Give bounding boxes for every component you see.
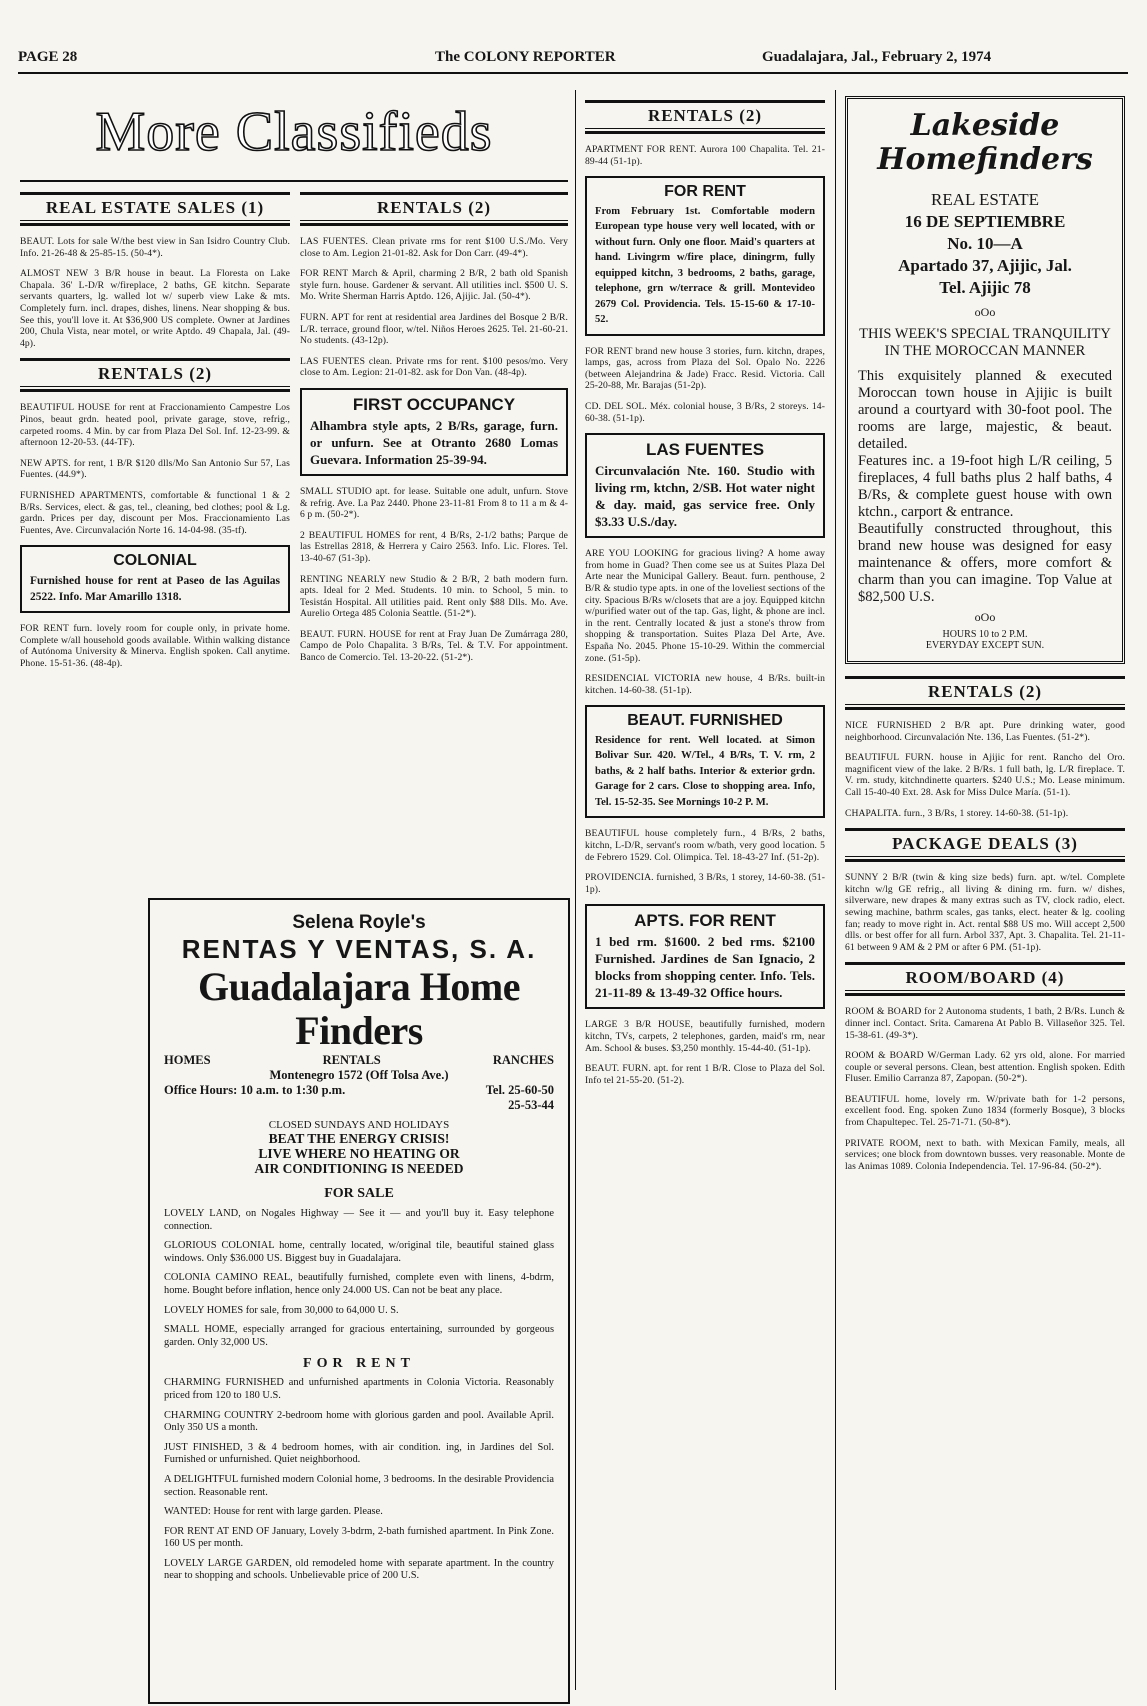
ad-box-title: COLONIAL (113, 552, 197, 570)
ad-brand-line: Selena Royle's (292, 912, 426, 933)
ad-line: Tel. Ajijic 78 (939, 278, 1031, 297)
ad-energy-2: LIVE WHERE NO HEATING OR (258, 1146, 460, 1161)
ad-rental: CD. DEL SOL. Méx. colonial house, 3 B/Rs, 2 storeys. 14-60-38. (51-1p). (585, 401, 825, 424)
ad-room: PRIVATE ROOM, next to bath. with Mexican Family, meals, all services; one block from downtown busses. very reasonable. Monte de las Animas 1089. Colonia Independencia. Tel. 17-96-84. (50-2*). (845, 1137, 1125, 1172)
ad-listing: SMALL HOME, especially arranged for gracious entertaining, surrounded by gorgeous garden. Only 32,000 US. (164, 1324, 554, 1348)
ad-rental: 2 BEAUTIFUL HOMES for rent, 4 B/Rs, 2-1/2 baths; Parque de las Estrellas 2818, & Herrera y Cairo 2563. Info. Lic. Flores. Tel. 13-40-67 (51-3p). (300, 529, 568, 564)
ad-listing: A DELIGHTFUL furnished modern Colonial home, 3 bedrooms. In the desirable Providencia section. Reasonable rent. (164, 1473, 554, 1498)
ad-headline: Guadalajara Home Finders (198, 964, 520, 1053)
ad-rental: PROVIDENCIA. furnished, 3 B/Rs, 1 storey, 14-60-38. (51-1p). (585, 872, 825, 895)
ad-address: Montenegro 1572 (Off Tolsa Ave.) (269, 1068, 449, 1082)
ad-box-body: From February 1st. Comfortable modern European type house very well located, with or without furn. Only one floor. Maid's quarters at hand. Livingrm w/fire place, diningrm, fully equipped kitchn, 3 bedrooms, 2 baths, garage, telephone, grn w/terrace & grill. Montevideo 2679 Col. Providencia. Tels. 15-15-60 & 17-10-52. (595, 205, 815, 326)
ad-rental: BEAUTIFUL HOUSE for rent at Fraccionamiento Campestre Los Pinos, beaut grdn. heated pool, private garage, stove, refrig., carpeted rooms. 4 Min. by car from Plaza Del Sol. Inf. 12-23-99. & afternoon 12-20-53. (44-TF). (20, 402, 290, 449)
ad-box-title: APTS. FOR RENT (634, 911, 776, 931)
ad-box-title: FOR RENT (664, 183, 746, 201)
section-room-board: ROOM/BOARD (4) (845, 962, 1125, 996)
section-rentals: RENTALS (2) (300, 192, 568, 226)
ad-rentals: RENTALS (322, 1053, 381, 1067)
ad-guadalajara-home-finders (148, 898, 570, 1704)
ad-listing: FOR RENT AT END OF January, Lovely 3-bdrm, 2-bath furnished apartment. In Pink Zone. 160 US per month. (164, 1525, 554, 1550)
ad-paragraph: This exquisitely planned & executed Moroccan town house in Ajijic is built around a courtyard with 30-foot pool. The rooms are large, majestic, & beaut. detailed. (858, 368, 1112, 452)
ad-sales-1: BEAUT. Lots for sale W/the best view in San Isidro Country Club. Info. 21-26-48 & 25-85-15. (50-4*). (20, 236, 290, 259)
ad-sales-2: ALMOST NEW 3 B/R house in beaut. La Floresta on Lake Chapala. 36' L-D/R w/fireplace, 2 baths, GE kitchn. Separate servants quarters, lg. walled lot w/ superb view Lake & mts. Completely furn. incl. drapes, dishes, linens. Near shopping & bus. See this, you'll love it. At $36,900 US complete. Owner at Jardines 200, Chula Vista, near motel, or write Aptdo. 49 Chapala, Jal. (49-4p). (20, 268, 290, 349)
ad-room: BEAUTIFUL home, lovely rm. W/private bath for 1-2 persons, excellent food. Eng. spoken Zuno 1834 (formerly Bosque), 3 blocks from Chapultepec. Tel. 25-71-71. (50-8*). (845, 1093, 1125, 1129)
ad-rental: SMALL STUDIO apt. for lease. Suitable one adult, unfurn. Stove & refrig. Ave. La Paz 2440. Phone 23-11-81 From 8 to 11 a m & 4-6 p m. (50-2*). (300, 485, 568, 521)
ad-box-apts-for-rent (585, 904, 825, 1009)
ad-energy-1: BEAT THE ENERGY CRISIS! (268, 1131, 450, 1146)
ad-rental: RENTING NEARLY new Studio & 2 B/R, 2 bath modern furn. apts. Ideal for 2 Med. Students. 10 min. to School, 5 min. to Tesistán Hospital. All utilities paid. Rent only $88 Dlls. Mo. Ave. Aurelio Ortega 485 Colonia Seattle. (51-2*). (300, 573, 568, 620)
ad-listing: LOVELY LARGE GARDEN, old remodeled home with separate apartment. In the country near to shopping and schools. Unbelievable price of 200 U.S. (164, 1557, 554, 1582)
ad-rental: LAS FUENTES. Clean private rms for rent $100 U.S./Mo. Very close to Am. Legion 21-01-82. Ask for Don Carr. (49-4*). (300, 236, 568, 259)
column-4 (845, 96, 1125, 1696)
ad-rental: FURNISHED APARTMENTS, comfortable & functional 1 & 2 B/Rs. Services, elect. & gas, tel., cleaning, bed clothes; pool & Lg. gardn. Prices per day, discount per Mos. Fraccionamiento Las Fuentes, Ave. Circunvalación Norte 16. 14-04-98. (35-tf). (20, 489, 290, 536)
ad-brand: Homefinders (877, 142, 1093, 177)
newspaper-name: The COLONY REPORTER (435, 49, 616, 65)
ad-line: REAL ESTATE (930, 190, 1040, 209)
ad-paragraph: Beautifully constructed throughout, this brand new house was designed for easy maintenance & offers, more comfort & charm than you can imagine. Top Value at $82,500 U.S. (858, 521, 1112, 605)
ad-rental: LARGE 3 B/R HOUSE, beautifully furnished, modern kitchn, TVs, carpets, 2 telephones, garden, maid's rm, near Am. School & buses. $3,250 monthly. 15-44-40. (51-1p). (585, 1019, 825, 1054)
ad-room: ROOM & BOARD W/German Lady. 62 yrs old, alone. For married couple or several persons. Clean, best attention. English spoken. Edith Fluser. Emilio Carranza 87, Zapopan. (50-2*). (845, 1050, 1125, 1085)
ad-rental: NEW APTS. for rent, 1 B/R $120 dlls/Mo San Antonio Sur 57, Las Fuentes. (44.9*). (20, 457, 290, 481)
ad-rental: FOR RENT March & April, charming 2 B/R, 2 bath old Spanish style furn. house. Gardener & servant. All utilities incl. $500 U. S. Mo. Write Sherman Harris Aptdo. 126, Ajijic. Jal. (50-4*). (300, 268, 568, 303)
ad-for-rent-heading: FOR RENT (303, 1356, 415, 1372)
ad-box-body: 1 bed rm. $1600. 2 bed rms. $2100 Furnished. Jardines de San Ignacio, 2 blocks from shopping center. Info. Tels. 21-11-89 & 13-49-32 Office hours. (595, 934, 815, 1001)
ad-box-colonial (20, 545, 290, 613)
ad-listing: WANTED: House for rent with large garden. Please. (164, 1506, 383, 1518)
ad-phone-2: 25-53-44 (508, 1098, 554, 1112)
ad-subhead: THIS WEEK'S SPECIAL TRANQUILITY IN THE MOROCCAN MANNER (859, 326, 1111, 359)
section-rentals: RENTALS (2) (845, 676, 1125, 710)
ad-rental: CHAPALITA. furn., 3 B/Rs, 1 storey. 14-60-38. (51-1p). (845, 807, 1069, 819)
page-title: More Classifieds (95, 101, 493, 163)
ad-box-for-rent (585, 176, 825, 336)
ad-rental: BEAUT. FURN. HOUSE for rent at Fray Juan De Zumárraga 280, Campo de Polo Chapalita. 3 B/Rs, Tel. & T.V. For appointment. Banco de Comercio. Tel. 13-20-22. (51-2*). (300, 628, 568, 664)
ad-rental: FOR RENT brand new house 3 stories, furn. kitchn, drapes, lamps, gas, across from Plaza del Sol. Opalo No. 2226 (between Alejandrina & Jade) Fracc. Resid. Victoria. Call 25-20-88, Mr. Barajas (51-2p). (585, 345, 825, 392)
ad-room: ROOM & BOARD for 2 Autonoma students, 1 bath, 2 B/Rs. Lunch & dinner incl. Contact. Srita. Camarena At Pablo B. Villaseñor 325. Tel. 15-38-61. (49-3*). (845, 1006, 1125, 1041)
ad-box-beaut-furnished (585, 705, 825, 818)
ad-listing: CHARMING COUNTRY 2-bedroom home with glorious garden and pool. Available April. Only 350 US a month. (164, 1409, 554, 1434)
column-rule (835, 90, 836, 1690)
section-package-deals: PACKAGE DEALS (3) (845, 828, 1125, 862)
ad-rental: BEAUT. FURN. apt. for rent 1 B/R. Close to Plaza del Sol. Info tel 21-55-20. (51-2). (585, 1063, 825, 1086)
ad-phone: Tel. 25-60-50 (485, 1083, 554, 1097)
ad-listing: JUST FINISHED, 3 & 4 bedroom homes, with air condition. ing, in Jardines del Sol. Furnished or unfurnished. Quiet neighborhood. (164, 1441, 554, 1466)
ad-rental: BEAUTIFUL FURN. house in Ajijic for rent. Rancho del Oro. magnificent view of the lake. 2 B/Rs. 1 full bath, lg. L/R fireplace. T. V. rm. study, kitchndinette quarters. $240 U.S.; Mo. Lease minimum. Call 15-40-40 Ext. 28. Ask for Miss Dulce María. (51-1). (845, 752, 1125, 798)
ad-box-las-fuentes (585, 433, 825, 538)
column-rule (575, 90, 576, 1690)
dateline: Guadalajara, Jal., February 2, 1974 (762, 49, 992, 65)
ad-hours: HOURS 10 to 2 P.M. (942, 629, 1028, 640)
ad-rental: ARE YOU LOOKING for gracious living? A home away from home in Guad? Then come see us at Suites Plaza Del Arte near the Municipal Gallery. Beaut. furn. penthouse, 2 B/R & studio type apts. in one of the loveliest sections of the city. Spacious B/Rs w/closets that are a joy. Equipped kitchn w/purified water out of the tap. Gas, light, & phone are incl. in the rent. Centrally located & just a stone's throw from shopping & transportation. Suites Plaza Del Arte, Ave. España No. 2045. Phone 15-10-29. Within the commercial zone. (51-5p). (585, 548, 825, 664)
ad-hours: Office Hours: 10 a.m. to 1:30 p.m. (164, 1083, 346, 1097)
ad-lakeside-homefinders (845, 96, 1125, 664)
ornament: oOo (974, 610, 996, 624)
ad-line: No. 10—A (947, 234, 1023, 253)
ad-days: EVERYDAY EXCEPT SUN. (925, 640, 1045, 651)
ad-box-body: Alhambra style apts, 2 B/Rs, garage, furn. or unfurn. See at Otranto 2680 Lomas Guevara. Information 25-39-94. (310, 417, 558, 467)
ad-homes: HOMES (164, 1053, 211, 1067)
masthead-rule (20, 180, 568, 182)
ad-company: RENTAS Y VENTAS, S. A. (181, 934, 537, 964)
ad-box-body: Circunvalación Nte. 160. Studio with living rm, ktchn, 2/SB. Hot water night & day. maid, gas service free. Only $3.33 U.S./day. (595, 463, 815, 530)
column-1 (20, 188, 290, 893)
column-3 (585, 96, 825, 1696)
ad-rental: NICE FURNISHED 2 B/R apt. Pure drinking water, good neighborhood. Circunvalación Nte. 136, Las Fuentes. (51-2*). (845, 720, 1125, 743)
ad-listing: LOVELY HOMES for sale, from 30,000 to 64,000 U. S. (164, 1304, 399, 1316)
ad-rental: BEAUTIFUL house completely furn., 4 B/Rs, 2 baths, kitchn, L-D/R, servant's room w/bath, very good location. 5 de Febrero 1529. Col. Olimpica. Tel. 18-43-27 Inf. (51-2p). (585, 828, 825, 863)
ad-listing: CHARMING FURNISHED and unfurnished apartments in Colonia Victoria. Reasonably priced from 120 to 180 U.S. (164, 1377, 554, 1401)
ad-listing: GLORIOUS COLONIAL home, centrally located, w/original tile, beautiful stained glass windows. Only $36.000 US. Biggest buy in Guadalajara. (164, 1240, 554, 1264)
ad-package: SUNNY 2 B/R (twin & king size beds) furn. apt. w/tel. Complete kitchn w/lg GE refrig., all living & dining rm. furn. w/ dishes, silverware, new drapes & many extras such as TV, clock radio, elect. sewing machine, bathrm scales, gas tanks, elect. heater & lg. cooling fan; ready to move right in. Act. rental $88 US mo. Will accept 2,500 dlls. or best offer for all furn. Arbol 337, Apt. 3. Chapalita. Tel. 21-11-61 between 9 AM & 2 PM or after 6 PM. (51-1p). (845, 872, 1125, 953)
ad-box-body: Furnished house for rent at Paseo de las Aguilas 2522. Info. Mar Amarillo 1318. (30, 575, 280, 604)
column-2 (300, 188, 568, 893)
ad-rental: LAS FUENTES clean. Private rms for rent. $100 pesos/mo. Very close to Am. Legion: 21-01-82. ask for Don Van. (48-4p). (300, 355, 568, 379)
ad-rental: APARTMENT FOR RENT. Aurora 100 Chapalita. Tel. 21-89-44 (51-1p). (585, 144, 825, 167)
ad-paragraph: Features inc. a 19-foot high L/R ceiling, 5 fireplaces, 4 full baths plus 2 half baths, 4 B/Rs, & complete guest house with own ktchn., carport & entrance. (858, 453, 1112, 520)
ad-energy-3: AIR CONDITIONING IS NEEDED (254, 1161, 464, 1176)
ad-line: Apartado 37, Ajijic, Jal. (898, 256, 1072, 275)
section-rentals: RENTALS (2) (20, 358, 290, 392)
section-real-estate-sales: REAL ESTATE SALES (1) (20, 192, 290, 226)
ad-brand: Lakeside (910, 108, 1060, 143)
ad-box-title: BEAUT. FURNISHED (627, 712, 783, 730)
page-number: PAGE 28 (18, 49, 78, 65)
ad-ranches: RANCHES (492, 1053, 554, 1067)
ad-rental: FOR RENT furn. lovely room for couple only, in private home. Complete w/all household goods available. Within walking distance of Autónoma University & Minerva. English spoken. Call anytime. Phone. 15-51-36. (48-4p). (20, 623, 290, 670)
ad-closed: CLOSED SUNDAYS AND HOLIDAYS (268, 1119, 450, 1131)
ornament: oOo (974, 305, 996, 319)
ad-listing: LOVELY LAND, on Nogales Highway — See it — and you'll buy it. Easy telephone connection. (164, 1208, 554, 1232)
ad-box-first-occupancy (300, 388, 568, 476)
ad-box-title: FIRST OCCUPANCY (352, 394, 516, 414)
ad-box-title: LAS FUENTES (645, 440, 765, 460)
ad-rental: FURN. APT for rent at residential area Jardines del Bosque 2 B/R. L/R. terrace, ground floor, w/tel. Niños Heroes 2625. Tel. 21-60-21. No students. (43-12p). (300, 311, 568, 347)
ad-box-body: Residence for rent. Well located. at Simon Bolivar Sur. 420. W/Tel., 4 B/Rs, T. V. rm, 2 baths, & 2 half baths. Interior & exterior grdn. Garage for 2 cars. Close to shopping area. Info, Tel. 15-52-35. See Mornings 10-2 P. M. (595, 734, 815, 808)
ad-rental: RESIDENCIAL VICTORIA new house, 4 B/Rs. built-in kitchen. 14-60-38. (51-1p). (585, 673, 825, 696)
ad-line: 16 DE SEPTIEMBRE (904, 212, 1066, 231)
section-rentals: RENTALS (2) (585, 100, 825, 134)
header-rule (18, 72, 1128, 74)
ad-listing: COLONIA CAMINO REAL, beautifully furnished, complete even with linens, 4-bdrm, home. Bought before inflation, hence only 24.000 US. Can not be beat any place. (164, 1272, 554, 1296)
ad-for-sale-heading: FOR SALE (324, 1186, 394, 1201)
